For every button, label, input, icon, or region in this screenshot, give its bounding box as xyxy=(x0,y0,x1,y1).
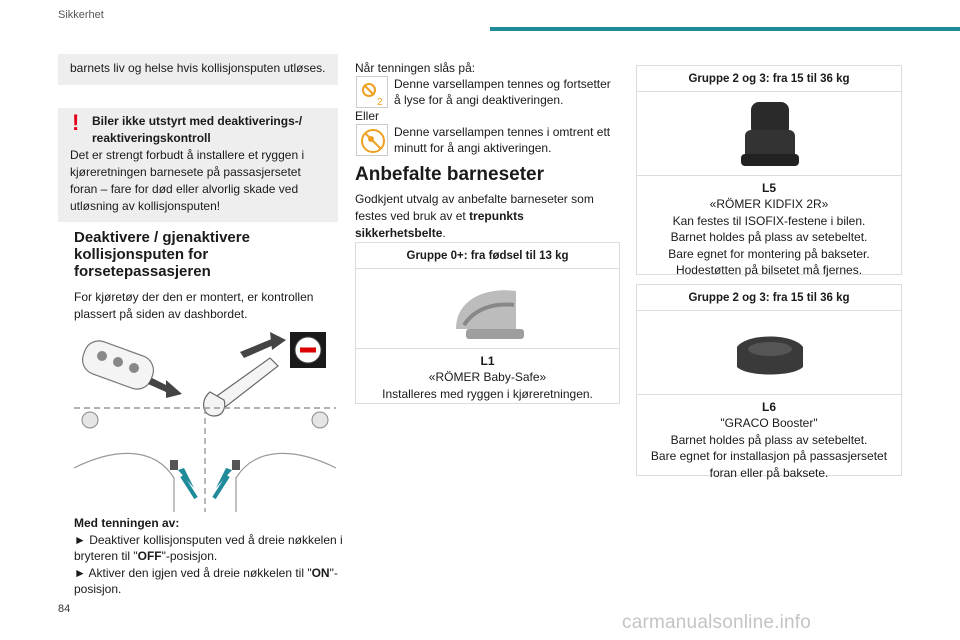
section-heading-airbag: Deaktivere / gjenaktivere kollisjonsputen for forsetepassasjeren xyxy=(74,229,250,280)
airbag-off-lamp-icon xyxy=(356,76,388,108)
svg-text:2: 2 xyxy=(377,97,383,108)
header-accent-bar xyxy=(490,27,960,31)
ignition-intro: Når tenningen slås på: xyxy=(355,61,476,75)
table-header: Gruppe 2 og 3: fra 15 til 36 kg xyxy=(637,66,901,92)
table-description: L6 "GRACO Booster" Barnet holdes på plass av setebeltet. Bare egnet for installasjon på passasjersetet foran eller på baksete. xyxy=(650,400,888,480)
airbag-switch-illustration xyxy=(74,328,336,512)
note-continuation: barnets liv og helse hvis kollisjonsputen utløses. xyxy=(58,54,338,85)
warning-title: Biler ikke utstyrt med deaktiverings-/ reaktiveringskontroll xyxy=(92,114,303,145)
warning-note xyxy=(58,108,338,222)
step-activate: ► Aktiver den igjen ved å dreie nøkkelen til "ON"-posisjon. xyxy=(74,565,338,596)
page-number: 84 xyxy=(58,603,71,615)
airbag-switch-icon xyxy=(290,332,326,368)
seat-table-l1 xyxy=(355,242,620,404)
booster-seat-image xyxy=(637,92,901,176)
warning-body: Det er strengt forbudt å installere et ryggen i kjøreretningen barnesete på passasjersetet foran – fare for død eller alvorlig skade ved utløsning av kollisjonsputen! xyxy=(70,148,305,213)
table-description: L5 «RÖMER KIDFIX 2R» Kan festes til ISOFIX-festene i bilen. Barnet holdes på plass av setebeltet. Bare egnet for montering på bakseter. Hodestøtten på bilsetet må fjernes. xyxy=(668,181,870,278)
seat-table-l5 xyxy=(636,65,902,278)
seats-intro: Godkjent utvalg av anbefalte barneseter som festes ved bruk av et trepunkts sikkerhetsbelte. xyxy=(355,192,594,240)
baby-seat-image xyxy=(356,269,619,349)
airbag-paragraph: For kjøretøy der den er montert, er kontrollen plassert på siden av dashbordet. xyxy=(74,290,314,321)
lamp2-text: Denne varsellampen tennes i omtrent ett minutt for å angi aktiveringen. xyxy=(394,125,611,155)
steps-title: Med tenningen av: xyxy=(74,516,180,530)
airbag-on-lamp-icon xyxy=(356,124,388,156)
table-header: Gruppe 0+: fra fødsel til 13 kg xyxy=(356,243,619,269)
step-deactivate: ► Deaktiver kollisjonsputen ved å dreie nøkkelen i bryteren til "OFF"-posisjon. xyxy=(74,532,343,563)
key-fob-icon xyxy=(78,337,157,394)
seat-table-l6 xyxy=(636,284,902,480)
watermark: carmanualsonline.info xyxy=(622,612,812,633)
lamp1-text: Denne varsellampen tennes og fortsetter å lyse for å angi deaktiveringen. xyxy=(394,77,611,107)
steps-block xyxy=(74,515,344,598)
booster-cushion-image xyxy=(637,311,901,395)
section-title: Sikkerhet xyxy=(58,9,104,21)
or-text: Eller xyxy=(355,109,380,123)
table-description: L1 «RÖMER Baby-Safe» Installeres med ryggen i kjøreretningen. xyxy=(382,354,593,401)
key-icon xyxy=(204,358,278,416)
table-header: Gruppe 2 og 3: fra 15 til 36 kg xyxy=(637,285,901,311)
exclamation-icon: ! xyxy=(72,110,80,135)
section-heading-seats: Anbefalte barneseter xyxy=(355,164,545,185)
